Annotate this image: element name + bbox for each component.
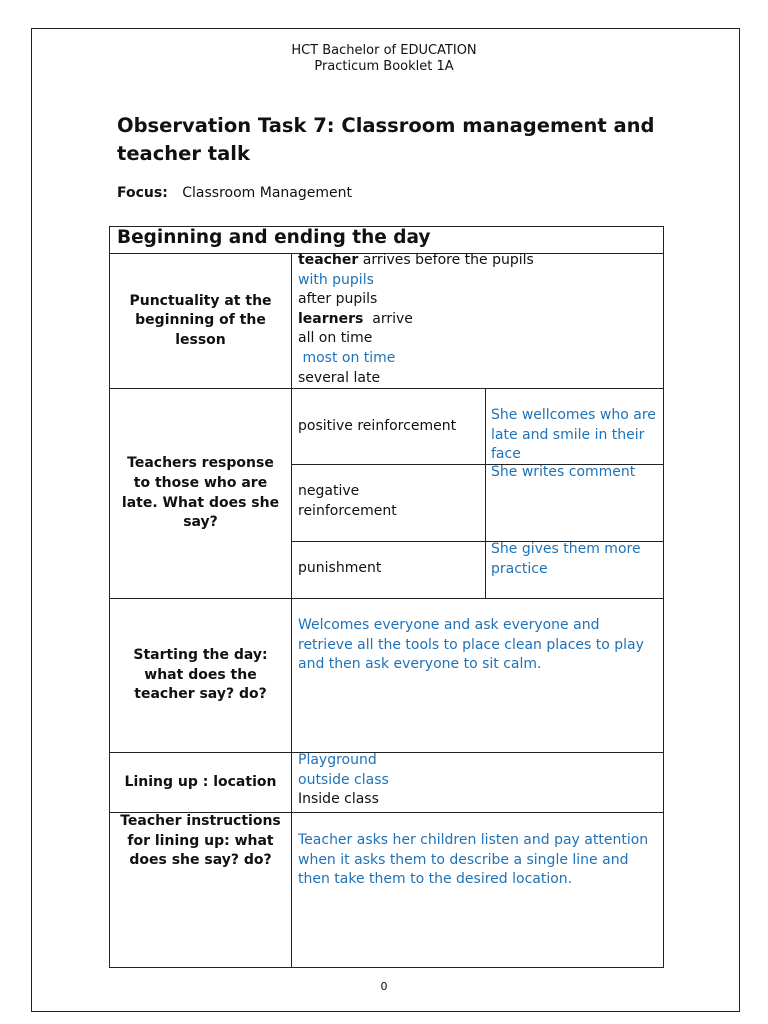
response-label: Teachers response to those who are late. What does she say? [121,455,280,531]
negative-reinforcement-answer: She writes comment [491,464,636,480]
learners-word: learners [298,310,364,327]
header-line-2: Practicum Booklet 1A [314,59,454,74]
lining-location-options [298,751,658,810]
learners-arrival-text: arrive [363,310,413,327]
focus-value: Classroom Management [182,185,352,201]
focus-label: Focus: [117,185,168,201]
most-on-time-option: most on time [298,349,396,366]
punishment-label: punishment [298,560,382,576]
playground-option: Playground [298,752,377,768]
several-late-option: several late [298,369,381,386]
focus-line [117,185,352,201]
positive-reinforcement-label: positive reinforcement [298,417,457,434]
negative-reinforcement-label: negative reinforcement [298,483,397,519]
page-number: 0 [380,980,388,993]
all-on-time-option: all on time [298,330,373,347]
lining-instructions-answer: Teacher asks her children listen and pay attention when it asks them to describe a single line and then take them to the desired location. [298,832,649,888]
positive-reinforcement-answer: She wellcomes who are late and smile in their face [491,407,656,463]
inside-class-option: Inside class [298,791,379,808]
punctuality-options [298,251,658,388]
section-title: Beginning and ending the day [117,227,431,248]
teacher-arrival-line [298,251,658,271]
outside-class-option: outside class [298,771,389,788]
teacher-word: teacher [298,252,359,268]
with-pupils-option: with pupils [298,271,374,288]
lining-instructions-label: Teacher instructions for lining up: what does she say? do? [120,813,281,869]
punishment-answer: She gives them more practice [491,541,641,577]
lining-location-label: Lining up : location [124,773,277,790]
page-title: Observation Task 7: Classroom management and teacher talk [117,114,655,165]
teacher-arrival-text: arrives before the pupils [358,252,534,268]
after-pupils-option: after pupils [298,291,378,308]
starting-day-answer: Welcomes everyone and ask everyone and retrieve all the tools to place clean places to play and then ask everyone to sit calm. [298,617,644,673]
header-line-1: HCT Bachelor of EDUCATION [291,43,477,58]
learners-arrival-line [298,310,658,330]
starting-day-label: Starting the day: what does the teacher say? do? [133,647,268,703]
punctuality-label: Punctuality at the beginning of the lesson [129,292,272,348]
